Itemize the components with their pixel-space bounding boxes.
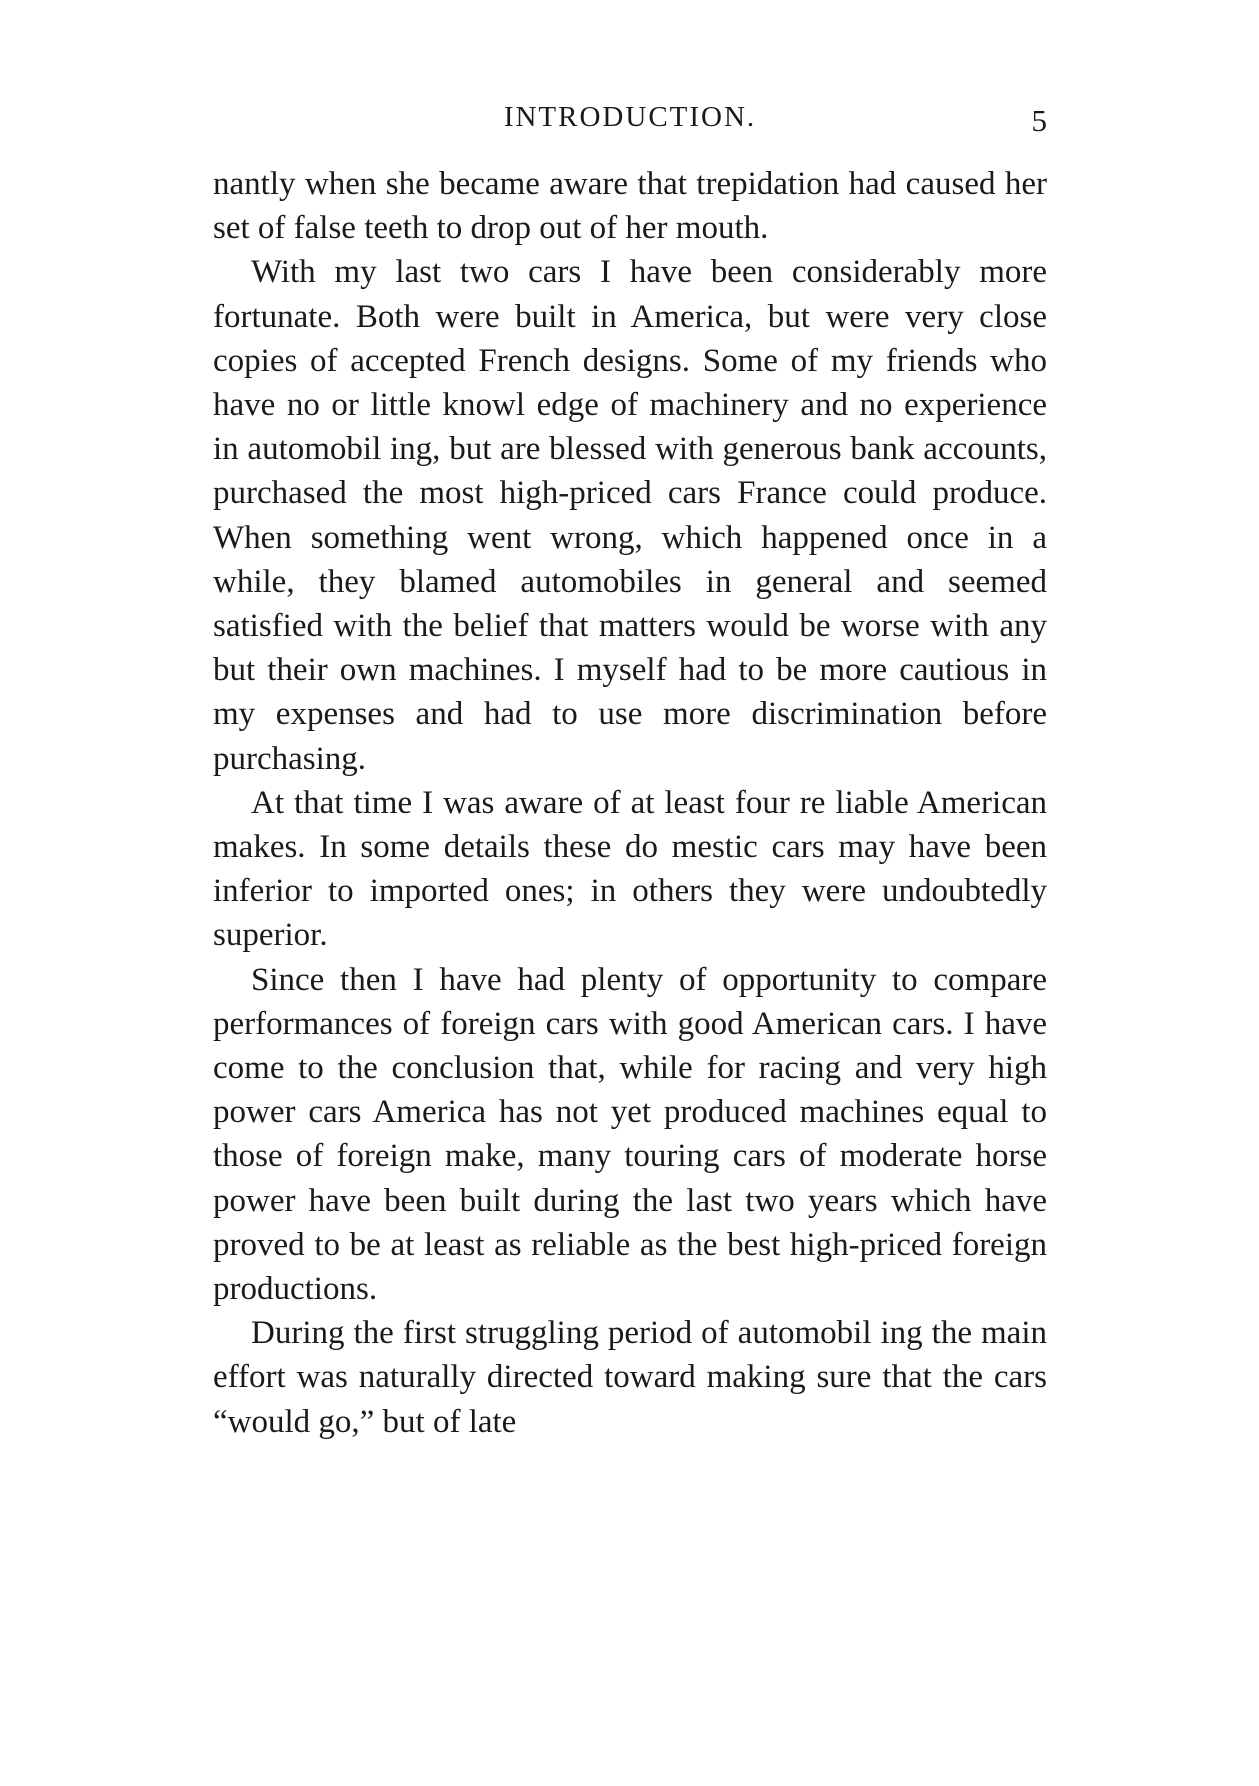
running-head [213,97,1047,137]
body-text [213,162,1047,1444]
page-number: 5 [1031,103,1047,138]
paragraph: Since then I have had plenty of opportunity to compare performances of foreign cars with good American cars. I have come to the conclusion that, while for racing and very high power cars America has not yet produced machines equal to those of foreign make, many touring cars of moderate horse power have been built during the last two years which have proved to be at least as reliable as the best high-priced foreign productions. [213,961,1047,1308]
paragraph: With my last two cars I have been considerably more fortunate. Both were built in America, but were very close copies of accepted French designs. Some of my friends who have no or little knowl edge of machinery and no experience in automobil ing, but are blessed with generous bank accounts, purchased the most high-priced cars France could produce. When something went wrong, which happened once in a while, they blamed automobiles in general and seemed satisfied with the belief that matters would be worse with any but their own machines. I myself had to be more cautious in my expenses and had to use more discrimination before purchasing. [213,254,1047,777]
paragraph: During the first struggling period of automobil ing the main effort was naturally directed toward making sure that the cars “would go,” but of late [213,1315,1047,1440]
chapter-title: INTRODUCTION. [503,101,757,133]
paragraph-continued: nantly when she became aware that trepidation had caused her set of false teeth to drop out of her mouth. [213,166,1047,247]
paragraph: At that time I was aware of at least four re liable American makes. In some details these do mestic cars may have been inferior to imported ones; in others they were undoubtedly superior. [213,784,1047,954]
